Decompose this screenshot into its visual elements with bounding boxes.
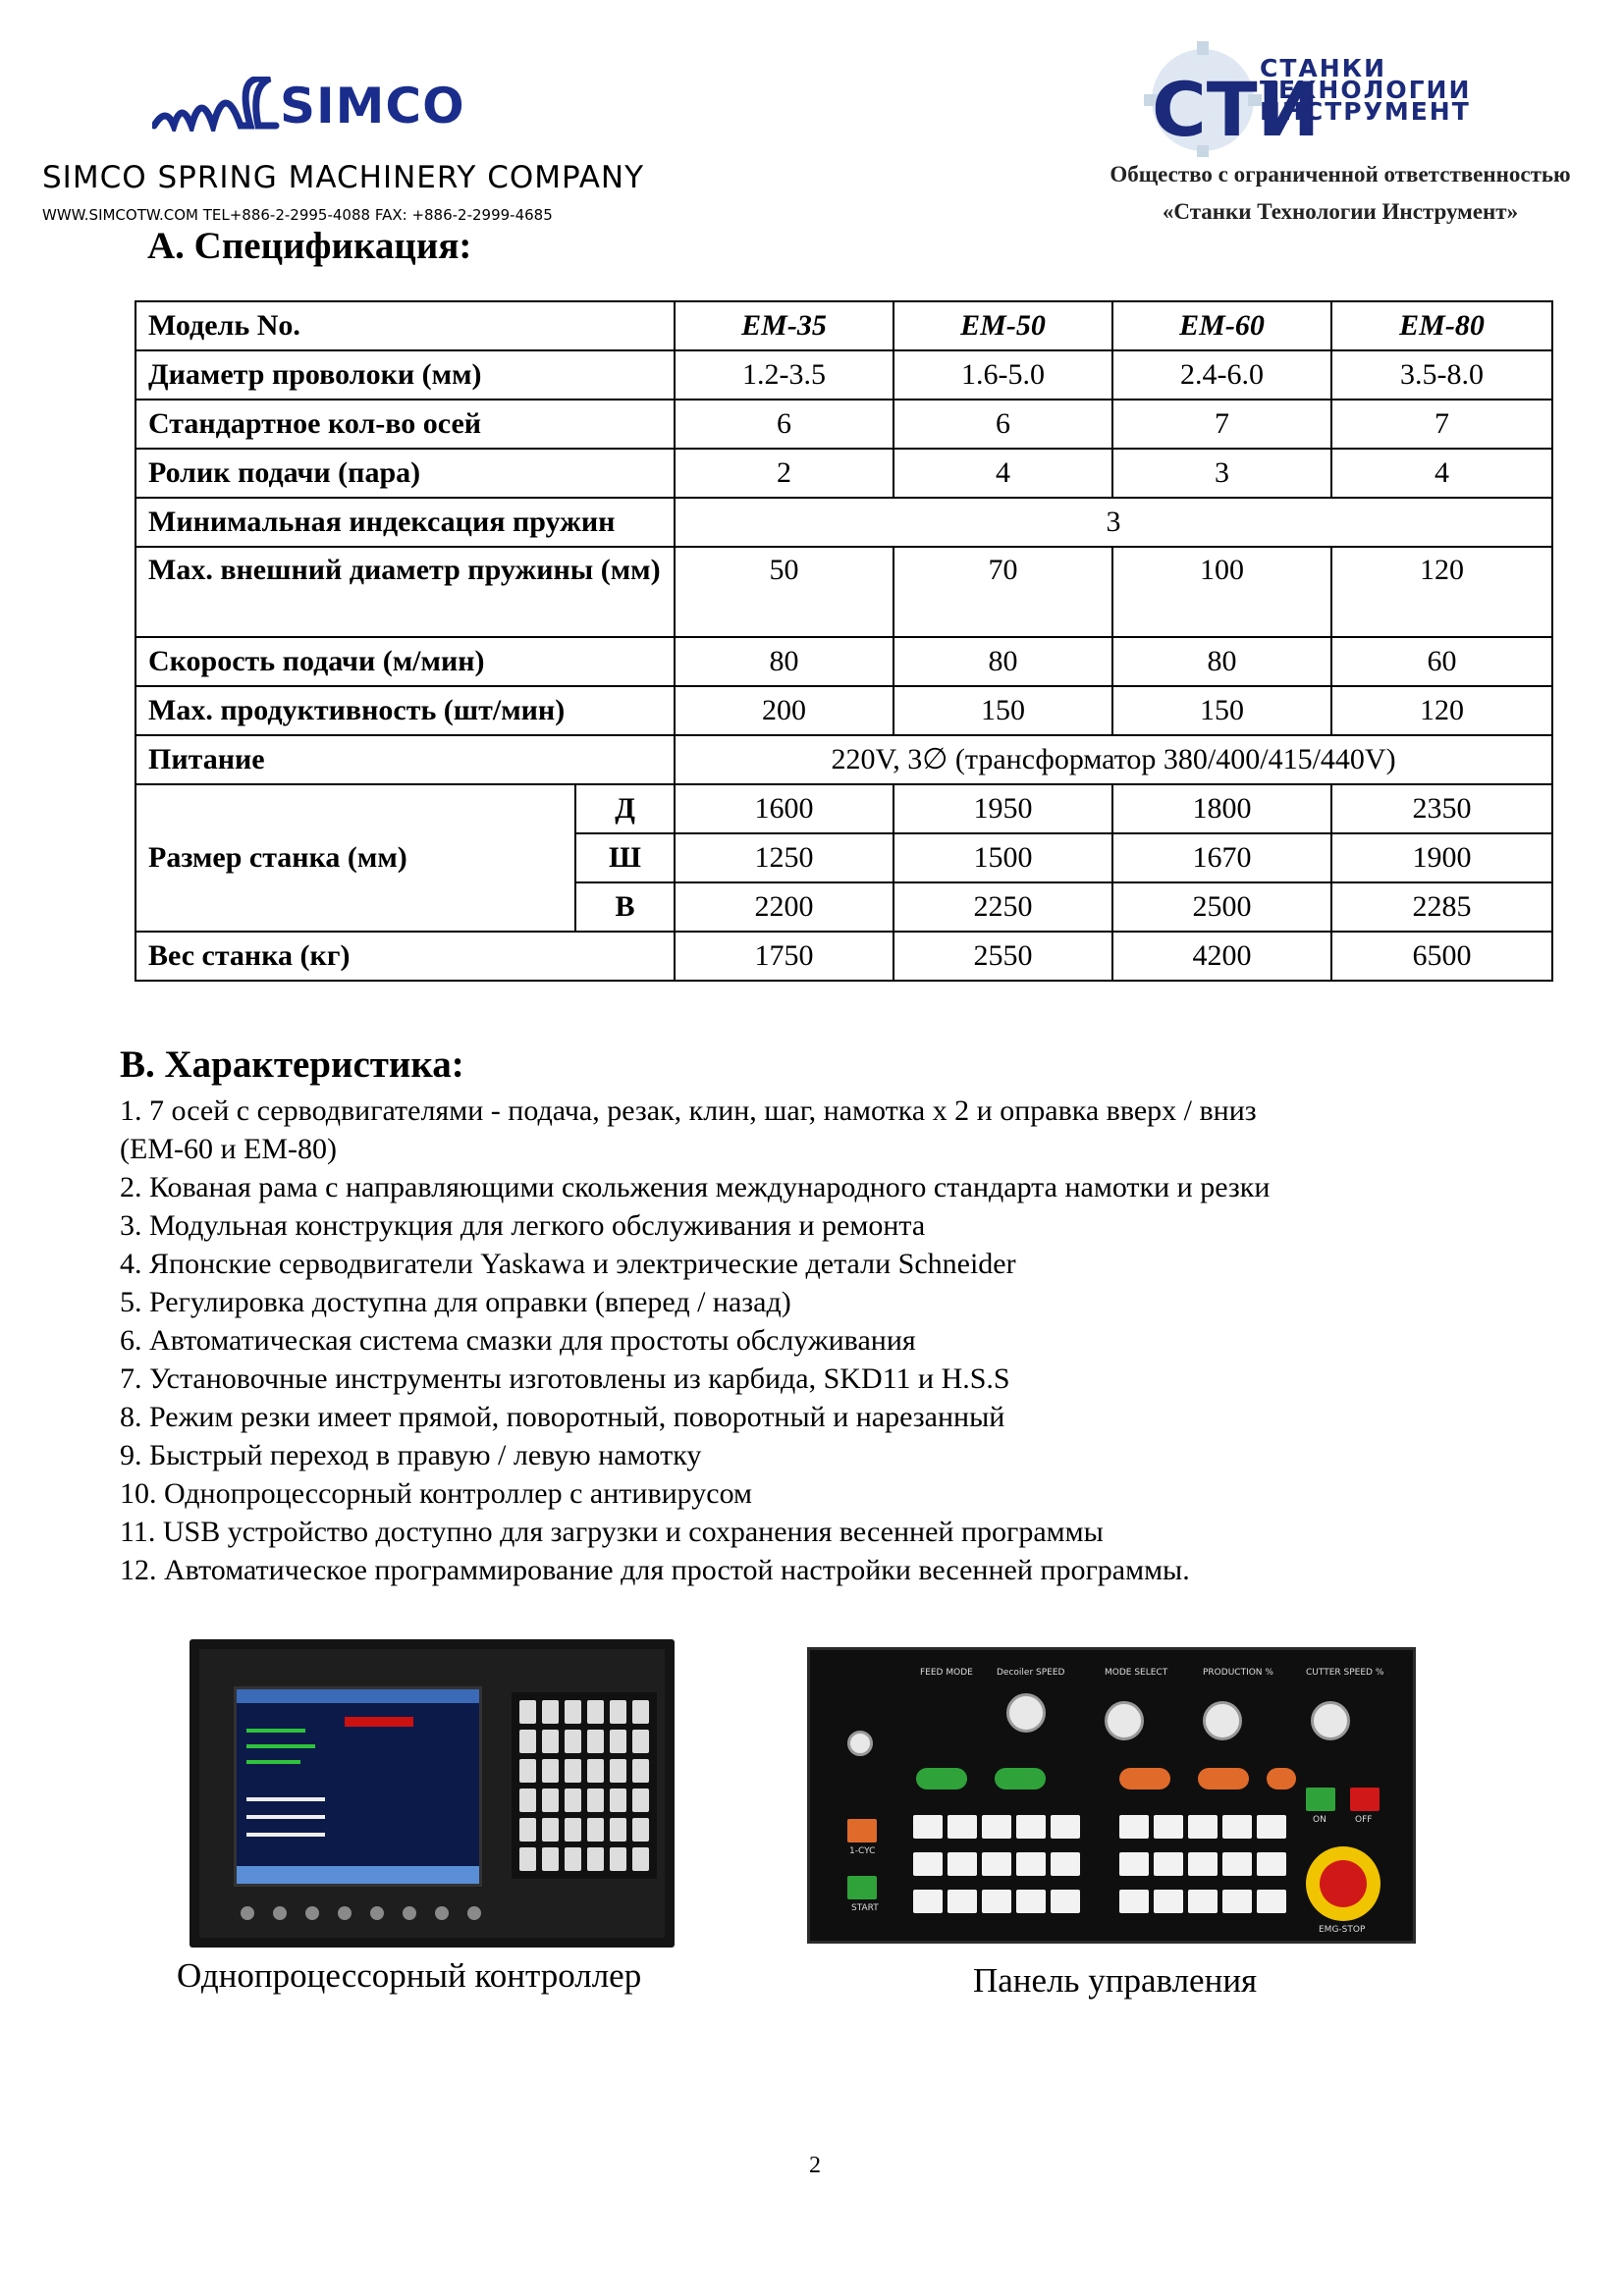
table-cell: 3 (1112, 449, 1331, 498)
screen-text-line (246, 1797, 325, 1801)
screen-title-bar (237, 1689, 479, 1703)
screen-text-line (246, 1833, 325, 1837)
panel-key (982, 1815, 1011, 1839)
model-header-em50: EM-50 (893, 301, 1112, 350)
table-cell: 2285 (1331, 882, 1552, 932)
table-row-feed-speed (135, 637, 1552, 686)
simco-logo-text: SIMCO (280, 78, 465, 134)
row-label: Ролик подачи (пара) (135, 449, 675, 498)
table-cell: 80 (1112, 637, 1331, 686)
table-cell: 3.5-8.0 (1331, 350, 1552, 400)
controller-caption: Однопроцессорный контроллер (177, 1956, 642, 1995)
features-list (120, 1092, 1514, 1589)
table-cell: 1600 (675, 784, 893, 833)
panel-key (1188, 1852, 1218, 1876)
row-label: Размер станка (мм) (135, 784, 575, 932)
row-label: Max. продуктивность (шт/мин) (135, 686, 675, 735)
table-row-max-outer-diameter (135, 547, 1552, 637)
table-cell: 120 (1331, 686, 1552, 735)
orange-indicator (1198, 1768, 1249, 1789)
list-item: 10. Однопроцессорный контроллер с антивирусом (120, 1477, 753, 1510)
panel-key (1257, 1815, 1286, 1839)
on-button (1306, 1788, 1335, 1811)
page-number: 2 (809, 2153, 821, 2178)
controller-function-keys (241, 1906, 481, 1920)
one-cycle-button (847, 1819, 877, 1842)
table-cell: 1900 (1331, 833, 1552, 882)
sti-logo (1144, 39, 1576, 157)
table-row-productivity (135, 686, 1552, 735)
row-label: Стандартное кол-во осей (135, 400, 675, 449)
panel-key (1222, 1815, 1252, 1839)
table-cell: 2350 (1331, 784, 1552, 833)
list-item: 12. Автоматическое программирование для простой настройки весенней программы. (120, 1554, 1190, 1586)
features-heading: B. Характеристика: (120, 1043, 464, 1086)
table-cell: 200 (675, 686, 893, 735)
company-name: SIMCO SPRING MACHINERY COMPANY (42, 160, 645, 195)
table-row-min-indexing (135, 498, 1552, 547)
screen-text-line (246, 1760, 300, 1764)
table-cell: 70 (893, 547, 1112, 637)
panel-label-one-cyc: 1-CYC (849, 1846, 876, 1856)
panel-key (1222, 1852, 1252, 1876)
panel-label-production: PRODUCTION % (1203, 1668, 1273, 1678)
panel-key (1119, 1815, 1149, 1839)
panel-key (1016, 1815, 1046, 1839)
panel-key (913, 1852, 943, 1876)
table-cell: 2550 (893, 932, 1112, 981)
key-switch-icon (847, 1731, 873, 1756)
sti-company-line1: Общество с ограниченной ответственностью (1110, 162, 1571, 187)
panel-key (1257, 1890, 1286, 1913)
dimension-label: В (575, 882, 675, 932)
sti-logo-line2: ТЕХНОЛОГИИ (1260, 76, 1472, 104)
orange-indicator (1267, 1768, 1296, 1789)
table-cell-merged: 3 (675, 498, 1552, 547)
sti-company-line2: «Станки Технологии Инструмент» (1162, 199, 1519, 224)
table-cell: 1.2-3.5 (675, 350, 893, 400)
table-cell: 60 (1331, 637, 1552, 686)
panel-key (982, 1852, 1011, 1876)
table-cell: 50 (675, 547, 893, 637)
list-item: 8. Режим резки имеет прямой, поворотный, поворотный и нарезанный (120, 1401, 1005, 1433)
controller-photo (189, 1639, 675, 1948)
panel-key (1154, 1815, 1183, 1839)
table-cell: 2.4-6.0 (1112, 350, 1331, 400)
panel-label-start: START (851, 1903, 879, 1913)
table-cell: 7 (1331, 400, 1552, 449)
row-label: Вес станка (кг) (135, 932, 675, 981)
sti-logo-line3: ИНСТРУМЕНТ (1260, 97, 1471, 126)
table-cell: 1750 (675, 932, 893, 981)
list-item: 4. Японские серводвигатели Yaskawa и электрические детали Schneider (120, 1248, 1016, 1280)
panel-label-feed-mode: FEED MODE (920, 1668, 973, 1678)
panel-key (1016, 1852, 1046, 1876)
panel-key (1051, 1815, 1080, 1839)
list-item: 3. Модульная конструкция для легкого обслуживания и ремонта (120, 1209, 926, 1242)
panel-key (1119, 1852, 1149, 1876)
screen-text-line (246, 1815, 325, 1819)
control-panel-photo (807, 1647, 1416, 1944)
row-label: Минимальная индексация пружин (135, 498, 675, 547)
table-cell: 6 (675, 400, 893, 449)
table-cell: 1950 (893, 784, 1112, 833)
emergency-stop-button-icon (1306, 1846, 1380, 1921)
panel-key (1016, 1890, 1046, 1913)
company-contacts: WWW.SIMCOTW.COM TEL+886-2-2995-4088 FAX: +886-2-2999-4685 (42, 206, 553, 224)
list-item: 7. Установочные инструменты изготовлены из карбида, SKD11 и H.S.S (120, 1362, 1010, 1395)
panel-label-cutter-speed: CUTTER SPEED % (1306, 1668, 1384, 1678)
screen-alarm-bar (345, 1717, 413, 1727)
table-cell: 1.6-5.0 (893, 350, 1112, 400)
panel-key (1051, 1852, 1080, 1876)
table-row-axes (135, 400, 1552, 449)
table-cell: 2200 (675, 882, 893, 932)
panel-key (947, 1890, 977, 1913)
panel-key (947, 1852, 977, 1876)
table-cell: 2 (675, 449, 893, 498)
row-label: Max. внешний диаметр пружины (мм) (135, 547, 675, 637)
panel-key (1154, 1852, 1183, 1876)
table-row-power (135, 735, 1552, 784)
table-cell: 120 (1331, 547, 1552, 637)
table-cell: 80 (675, 637, 893, 686)
table-row-model (135, 301, 1552, 350)
table-cell: 100 (1112, 547, 1331, 637)
sti-logo-letters: СТИ (1152, 66, 1321, 153)
table-cell: 4200 (1112, 932, 1331, 981)
table-cell: 4 (893, 449, 1112, 498)
row-label: Диаметр проволоки (мм) (135, 350, 675, 400)
controller-keypad (512, 1692, 657, 1879)
row-label: Скорость подачи (м/мин) (135, 637, 675, 686)
table-cell: 6500 (1331, 932, 1552, 981)
mode-select-knob-icon (1105, 1701, 1144, 1740)
panel-key (1222, 1890, 1252, 1913)
screen-text-line (246, 1729, 305, 1733)
table-cell: 1800 (1112, 784, 1331, 833)
table-cell: 150 (1112, 686, 1331, 735)
panel-key (1188, 1890, 1218, 1913)
panel-key (1257, 1852, 1286, 1876)
list-item: 9. Быстрый переход в правую / левую намотку (120, 1439, 702, 1471)
model-header-em35: EM-35 (675, 301, 893, 350)
dimension-label: Д (575, 784, 675, 833)
row-label: Питание (135, 735, 675, 784)
panel-key (913, 1890, 943, 1913)
screen-function-bar (237, 1866, 479, 1884)
dimension-label: Ш (575, 833, 675, 882)
list-item: 1. 7 осей с серводвигателями - подача, резак, клин, шаг, намотка х 2 и оправка вверх / вниз (120, 1095, 1257, 1127)
panel-label-mode-select: MODE SELECT (1105, 1668, 1168, 1678)
list-item: 6. Автоматическая система смазки для простоты обслуживания (120, 1324, 916, 1357)
cutter-speed-knob-icon (1311, 1701, 1350, 1740)
row-label: Модель No. (135, 301, 675, 350)
controller-screen (234, 1686, 482, 1887)
table-row-weight (135, 932, 1552, 981)
table-cell: 150 (893, 686, 1112, 735)
screen-text-line (246, 1744, 315, 1748)
panel-key (947, 1815, 977, 1839)
table-cell: 4 (1331, 449, 1552, 498)
start-button (847, 1876, 877, 1899)
table-cell: 2500 (1112, 882, 1331, 932)
sti-logo-line1: СТАНКИ (1260, 54, 1387, 82)
panel-key (1119, 1890, 1149, 1913)
panel-key (1154, 1890, 1183, 1913)
panel-label-emg-stop: EMG-STOP (1319, 1925, 1366, 1935)
list-item: 2. Кованая рама с направляющими скольжения международного стандарта намотки и резки (120, 1171, 1271, 1203)
green-indicator (995, 1768, 1046, 1789)
table-cell: 1250 (675, 833, 893, 882)
panel-key (1188, 1815, 1218, 1839)
table-cell-merged: 220V, 3∅ (трансформатор 380/400/415/440V) (675, 735, 1552, 784)
panel-key (982, 1890, 1011, 1913)
panel-key (1051, 1890, 1080, 1913)
decoiler-speed-knob-icon (1006, 1693, 1046, 1733)
spec-heading: A. Спецификация: (147, 225, 472, 267)
panel-key (913, 1815, 943, 1839)
list-item: 5. Регулировка доступна для оправки (вперед / назад) (120, 1286, 791, 1318)
simco-logo-waves-icon (152, 77, 280, 132)
spec-table (135, 300, 1553, 982)
table-row-feed-roller (135, 449, 1552, 498)
list-item: 11. USB устройство доступно для загрузки и сохранения весенней программы (120, 1516, 1104, 1548)
table-cell: 80 (893, 637, 1112, 686)
model-header-em60: EM-60 (1112, 301, 1331, 350)
panel-caption: Панель управления (973, 1961, 1258, 2000)
simco-logo (152, 77, 476, 135)
table-row-wire-diameter (135, 350, 1552, 400)
table-row-size-length (135, 784, 1552, 833)
model-header-em80: EM-80 (1331, 301, 1552, 350)
panel-label-decoiler-speed: Decoiler SPEED (997, 1668, 1065, 1678)
table-cell: 7 (1112, 400, 1331, 449)
table-cell: 6 (893, 400, 1112, 449)
production-knob-icon (1203, 1701, 1242, 1740)
list-item: (EM-60 и EM-80) (120, 1133, 338, 1165)
table-cell: 1500 (893, 833, 1112, 882)
green-indicator (916, 1768, 967, 1789)
orange-indicator (1119, 1768, 1170, 1789)
controller-bezel (199, 1649, 665, 1938)
off-button (1350, 1788, 1380, 1811)
panel-label-on: ON (1313, 1815, 1326, 1825)
table-cell: 1670 (1112, 833, 1331, 882)
panel-label-off: OFF (1355, 1815, 1373, 1825)
table-cell: 2250 (893, 882, 1112, 932)
